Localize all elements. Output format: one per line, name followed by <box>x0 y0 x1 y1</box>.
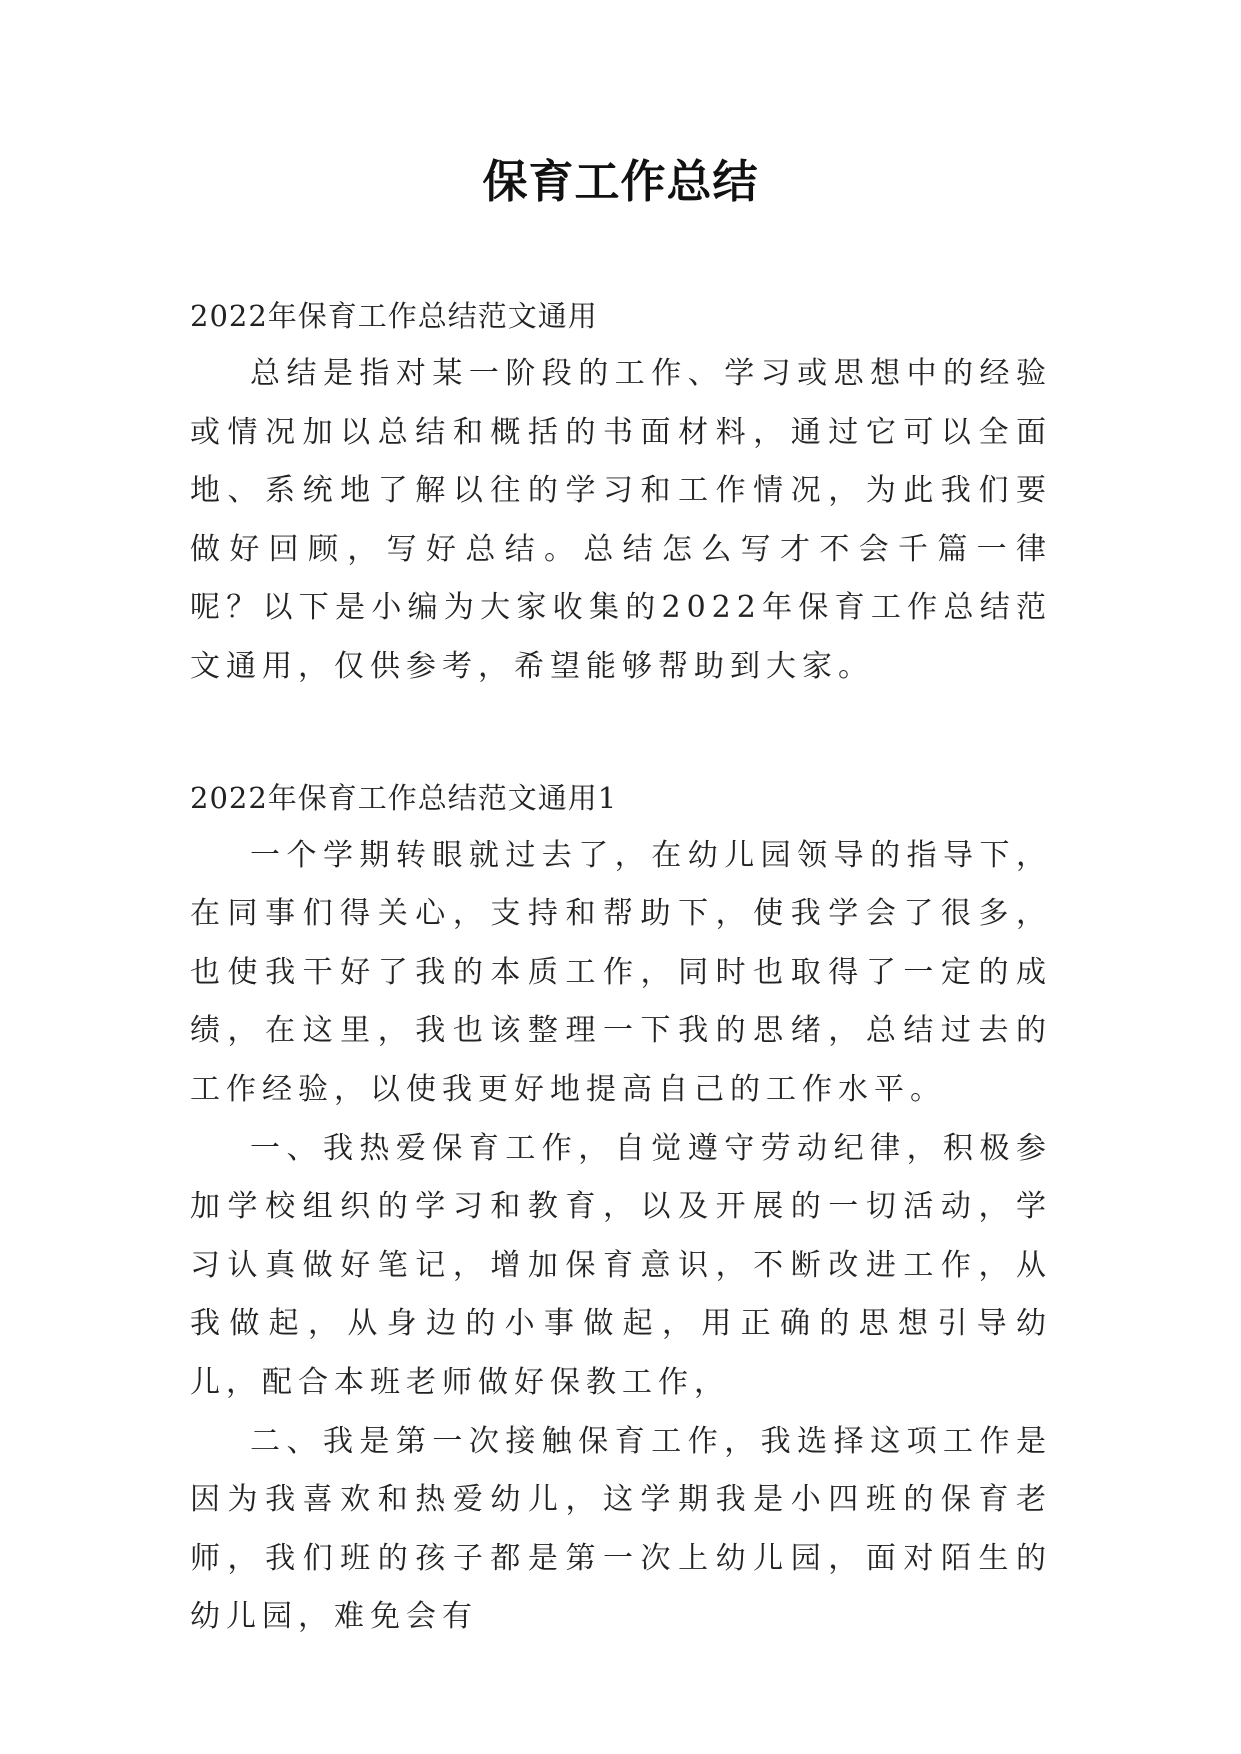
section1-paragraph: 一个学期转眼就过去了，在幼儿园领导的指导下，在同事们得关心，支持和帮助下，使我学会了很多，也使我干好了我的本质工作，同时也取得了一定的成绩，在这里，我也该整理一下我的思绪，总结过去的工作经验，以使我更好地提高自己的工作水平。 <box>190 837 1052 1107</box>
intro-heading: 2022年保育工作总结范文通用 <box>190 299 598 333</box>
section-gap <box>190 697 1052 769</box>
section1-paragraph: 一、我热爱保育工作，自觉遵守劳动纪律，积极参加学校组织的学习和教育，以及开展的一切活动，学习认真做好笔记，增加保育意识，不断改进工作，从我做起，从身边的小事做起，用正确的思想引导幼儿，配合本班老师做好保教工作， <box>190 1130 1052 1400</box>
document-body <box>190 287 1052 1647</box>
section1-heading: 2022年保育工作总结范文通用1 <box>190 780 618 815</box>
intro-paragraph: 总结是指对某一阶段的工作、学习或思想中的经验或情况加以总结和概括的书面材料，通过它可以全面地、系统地了解以往的学习和工作情况，为此我们要做好回顾，写好总结。总结怎么写才不会千篇一律呢？以下是小编为大家收集的2022年保育工作总结范文通用，仅供参考，希望能够帮助到大家。 <box>190 356 1052 684</box>
document-title: 保育工作总结 <box>482 155 759 208</box>
section1-paragraph: 二、我是第一次接触保育工作，我选择这项工作是因为我喜欢和热爱幼儿，这学期我是小四班的保育老师，我们班的孩子都是第一次上幼儿园，面对陌生的幼儿园，难免会有 <box>190 1423 1052 1635</box>
